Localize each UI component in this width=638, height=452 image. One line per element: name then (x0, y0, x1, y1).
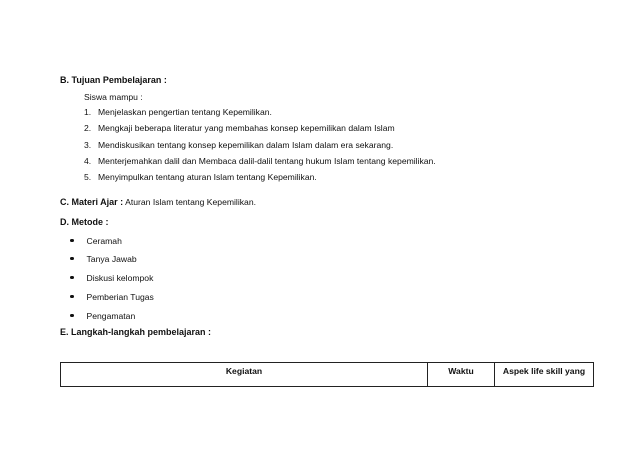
list-item (70, 273, 153, 283)
list-item (84, 123, 395, 133)
section-c-text: Aturan Islam tentang Kepemilikan. (125, 197, 256, 207)
list-item (84, 140, 393, 150)
list-item (84, 107, 272, 117)
section-e-heading: E. Langkah-langkah pembelajaran : (60, 327, 212, 337)
list-item-text: Diskusi kelompok (86, 273, 154, 283)
table-header-row (61, 363, 594, 387)
list-item (84, 156, 436, 166)
table-header-aspek: Aspek life skill yang (495, 363, 594, 387)
section-b-intro: Siswa mampu : (84, 92, 143, 102)
bullet-icon (70, 239, 74, 243)
list-item-text: Pengamatan (86, 311, 136, 321)
list-item (70, 236, 122, 246)
list-item-text: Ceramah (86, 236, 122, 246)
list-item-text: Menjelaskan pengertian tentang Kepemilikan. (98, 107, 272, 117)
bullet-icon (70, 314, 74, 318)
list-item-text: Menyimpulkan tentang aturan Islam tentang Kepemilikan. (98, 172, 317, 182)
bullet-icon (70, 276, 74, 280)
section-c (60, 197, 256, 207)
list-item-text: Mengkaji beberapa literatur yang membahas konsep kepemilikan dalam Islam (98, 123, 395, 133)
list-item-number: 2. (84, 123, 92, 133)
list-item-number: 5. (84, 172, 92, 182)
list-item (70, 292, 154, 302)
list-item-text: Menterjemahkan dalil dan Membaca dalil-dalil tentang hukum Islam tentang kepemilikan. (98, 156, 436, 166)
list-item-number: 4. (84, 156, 92, 166)
list-item (70, 311, 135, 321)
section-d-heading: D. Metode : (60, 217, 109, 227)
list-item (70, 254, 137, 264)
table-header-kegiatan: Kegiatan (61, 363, 428, 387)
list-item-number: 3. (84, 140, 92, 150)
bullet-icon (70, 295, 74, 299)
list-item-number: 1. (84, 107, 92, 117)
table-header-waktu: Waktu (428, 363, 495, 387)
list-item (84, 172, 317, 182)
steps-table (60, 362, 594, 387)
bullet-icon (70, 257, 74, 261)
list-item-text: Mendiskusikan tentang konsep kepemilikan dalam Islam dalam era sekarang. (98, 140, 394, 150)
list-item-text: Tanya Jawab (86, 254, 137, 264)
list-item-text: Pemberian Tugas (86, 292, 154, 302)
section-c-label: C. Materi Ajar : (60, 197, 124, 207)
section-b-heading: B. Tujuan Pembelajaran : (60, 75, 167, 85)
